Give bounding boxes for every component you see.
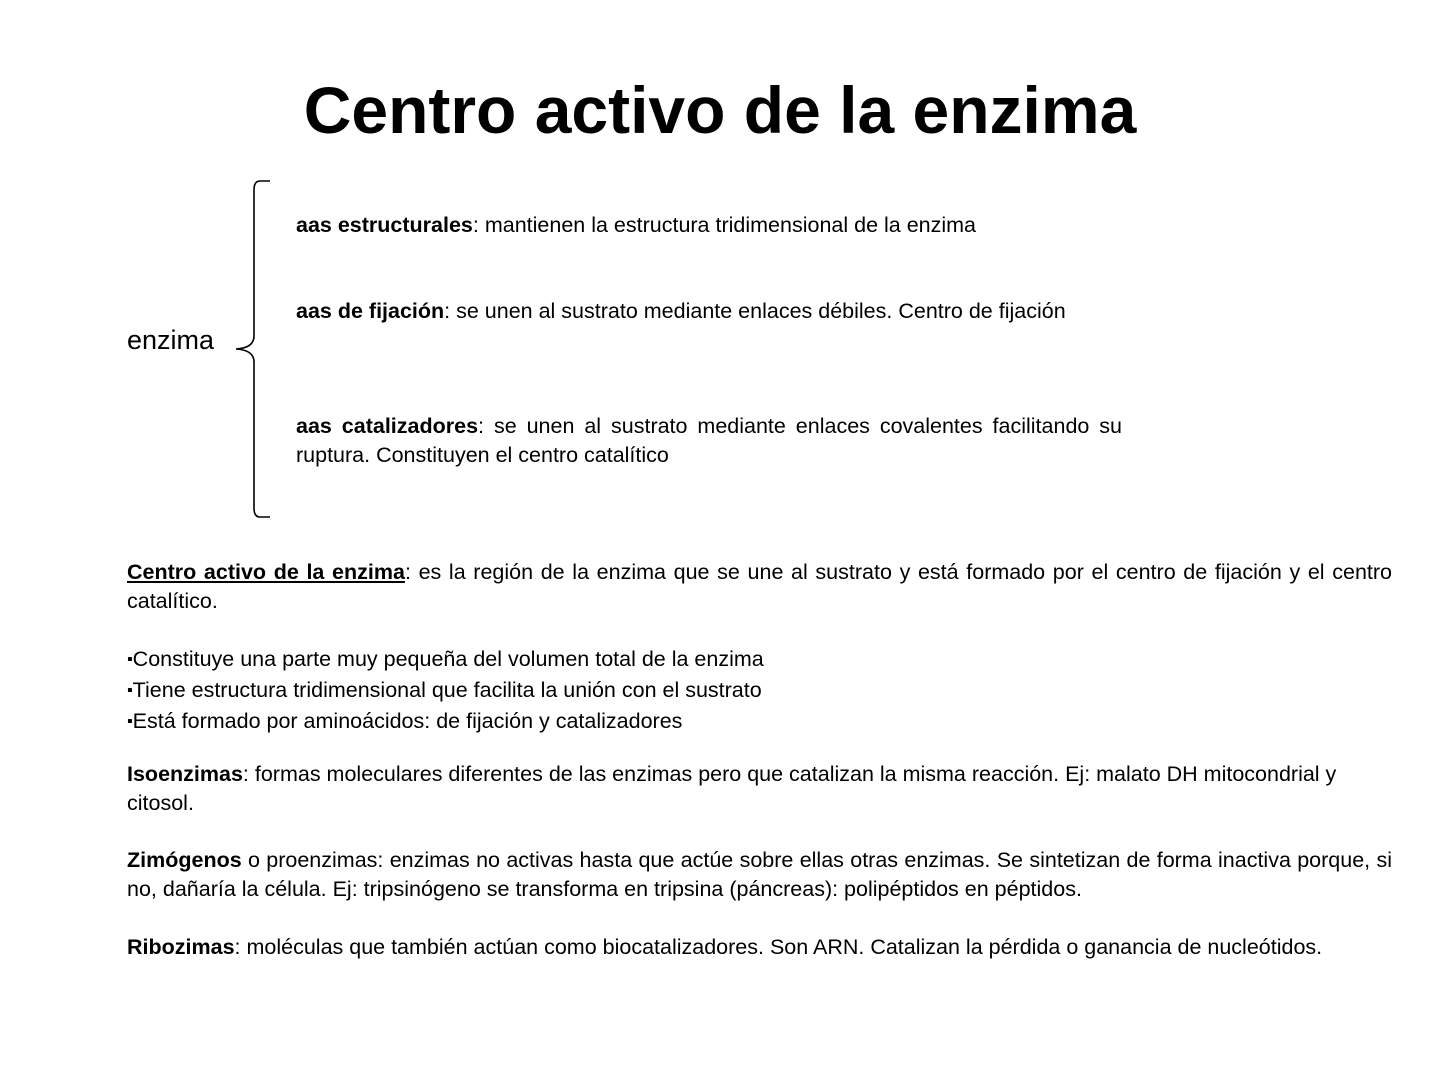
branch-fixation [296,297,1122,326]
zimogenos-term: Zimógenos [127,848,242,872]
bullet-icon: ▪ [127,682,133,699]
curly-brace-icon [232,178,272,520]
branch-catalytic [296,412,1122,470]
bullet-icon: ▪ [127,713,133,730]
diagram-root-label: enzima [127,325,215,355]
branch-text: : se unen al sustrato mediante enlaces débiles. Centro de fijación [444,299,1066,323]
branch-term: aas estructurales [296,213,473,237]
branch-structural [296,211,1122,240]
isoenzimas-paragraph [127,760,1392,818]
list-item: ▪Está formado por aminoácidos: de fijación y catalizadores [127,709,683,733]
isoenzimas-text: : formas moleculares diferentes de las enzimas pero que catalizan la misma reacción. Ej: malato DH mitocondrial y citosol. [127,762,1337,815]
list-item: ▪Constituye una parte muy pequeña del volumen total de la enzima [127,647,764,671]
isoenzimas-term: Isoenzimas [127,762,243,786]
definition-term: Centro activo de la enzima [127,560,405,584]
ribozimas-term: Ribozimas [127,935,235,959]
ribozimas-paragraph [127,933,1392,962]
branch-text: : se unen al sustrato mediante enlaces covalentes facilitando su ruptura. Constituyen el centro catalítico [296,414,1122,467]
ribozimas-text: : moléculas que también actúan como biocatalizadores. Son ARN. Catalizan la pérdida o ganancia de nucleótidos. [234,935,1323,959]
zimogenos-paragraph [127,846,1392,904]
bullet-icon: ▪ [127,651,133,668]
list-item: ▪Tiene estructura tridimensional que facilita la unión con el sustrato [127,678,762,702]
zimogenos-text: o proenzimas: enzimas no activas hasta que actúe sobre ellas otras enzimas. Se sintetizan de forma inactiva porque, si no, dañaría la célula. Ej: tripsinógeno se transforma en tripsina (páncreas): polipéptidos en péptidos. [127,848,1392,901]
definition-text: : es la región de la enzima que se une al sustrato y está formado por el centro de fijación y el centro catalítico. [127,560,1392,613]
definition-paragraph [127,558,1392,616]
branch-text: : mantienen la estructura tridimensional de la enzima [472,213,977,237]
bullet-list [127,645,1392,738]
branch-term: aas catalizadores [296,414,479,438]
branch-term: aas de fijación [296,299,445,323]
page-title: Centro activo de la enzima [303,73,1137,147]
